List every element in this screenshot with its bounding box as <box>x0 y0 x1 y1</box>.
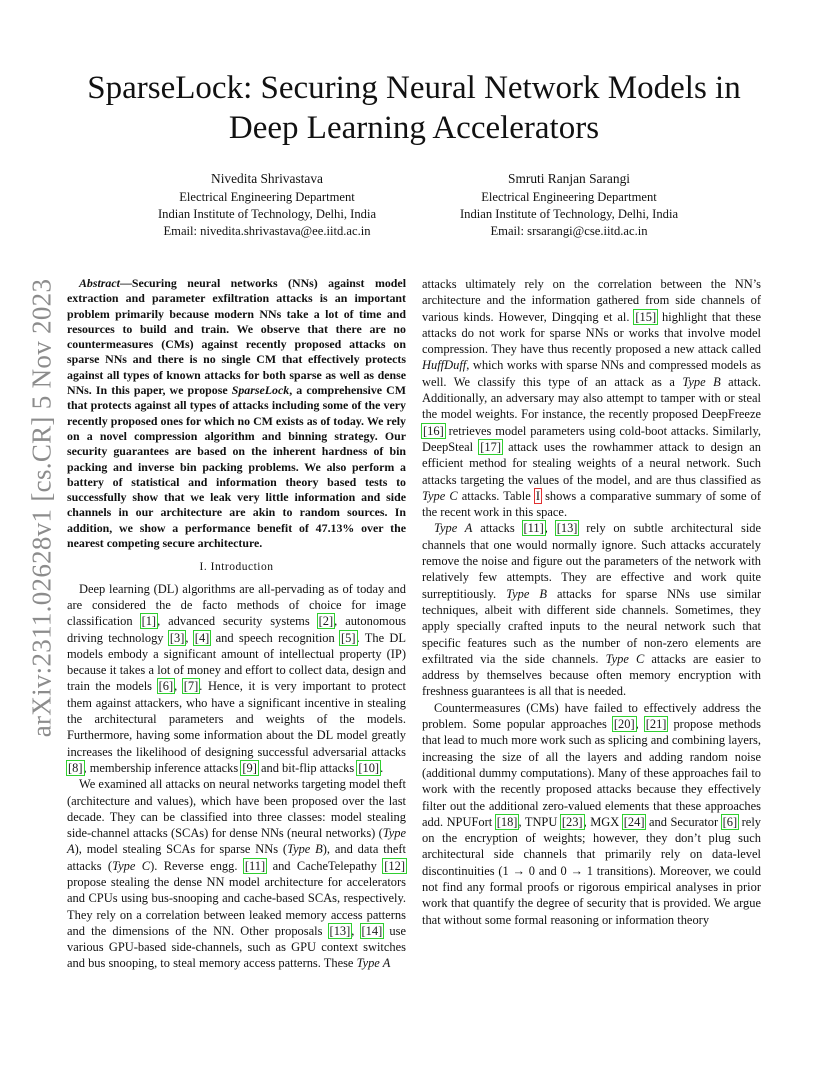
citation-link[interactable]: [9] <box>242 760 257 775</box>
abstract-text: —Securing neural networks (NNs) against model extraction and parameter exfiltration attacks is an important problem primarily because modern NNs take a lot of time and resources to build and train. We observe that there are no countermeasures (CMs) against recently proposed attacks on sparse NNs and there is no single CM that effectively protects against all types of known attacks for both sparse as well as dense NNs. In this paper, we propose <box>67 276 406 398</box>
citation-link[interactable]: [8] <box>68 760 83 775</box>
citation-link[interactable]: [20] <box>613 717 635 732</box>
citation-link[interactable]: [7] <box>183 679 199 694</box>
citation-link[interactable]: [13] <box>329 923 351 938</box>
intro-paragraph-2: We examined all attacks on neural networks targeting model theft (architecture and values), which have been proposed over the last decade. They can be classified into three classes: model stealing side-channel attacks (SCAs) for dense NNs (neural networks) (Type A), model stealing SCAs for sparse NNs (Type B), and data theft attacks (Type C). Reverse engg. [11] and CacheTelepathy [12] propose stealing the dense NN model architecture for accelerators and CPUs using bus-snooping and cache-based SCAs, respectively. They rely on a correlation between leaked memory access patterns and the dimensions of the NN. Other proposals [13], [14] use various GPU-based side-channels, such as GPU context switches and bus snooping, to steal memory access patterns. These Type A <box>67 777 407 971</box>
citation-link[interactable]: [14] <box>361 923 383 938</box>
citation-link[interactable]: [21] <box>645 717 667 732</box>
author-block-2 <box>404 170 734 240</box>
abstract-system-name: SparseLock <box>231 383 290 398</box>
citation-link[interactable]: [18] <box>496 814 518 829</box>
arxiv-identifier: arXiv:2311.02628v1 [cs.CR] 5 Nov 2023 <box>26 278 57 738</box>
citation-link[interactable]: [3] <box>169 630 185 645</box>
citation-link[interactable]: [15] <box>635 309 657 324</box>
citation-link[interactable]: [6] <box>158 679 174 694</box>
citation-link[interactable]: [11] <box>244 858 266 873</box>
citation-link[interactable]: [11] <box>523 521 544 536</box>
left-column <box>67 276 406 972</box>
citation-link[interactable]: [5] <box>341 630 356 645</box>
author-email[interactable]: Email: nivedita.shrivastava@ee.iitd.ac.in <box>163 224 371 238</box>
citation-link[interactable]: [2] <box>318 614 334 629</box>
paper-title: SparseLock: Securing Neural Network Models in Deep Learning Accelerators <box>87 70 741 146</box>
citation-link[interactable]: [1] <box>141 614 157 629</box>
citation-link[interactable]: [6] <box>722 814 738 829</box>
author-email[interactable]: Email: srsarangi@cse.iitd.ac.in <box>490 224 648 238</box>
citation-link[interactable]: [23] <box>561 814 583 829</box>
author-institution: Indian Institute of Technology, Delhi, India <box>459 207 679 221</box>
author-department: Electrical Engineering Department <box>179 190 355 204</box>
intro-paragraph-2-cont: attacks ultimately rely on the correlation between the NN’s architecture and the information gathered from side channels of various kinds. However, Dingqing et al. [15] highlight that these attacks do not work for sparse NNs or works that involve model compression. They have thus recently proposed a new attack called HuffDuff, which works with sparse NNs and compressed models as well. We classify this type of an attack as a Type B attack. Additionally, an adversary may also attempt to tamper with or steal the model weights. For instance, the recently proposed DeepFreeze [16] retrieves model parameters using cold-boot attacks. Similarly, DeepSteal [17] attack uses the rowhammer attack to design an efficient method for stealing weights of a neural network. Such attacks targeting the values of the model, and are thus classified as Type C attacks. Table I shows a comparative summary of some of the recent work in this space. <box>422 277 762 520</box>
citation-link[interactable]: [13] <box>556 521 578 536</box>
intro-paragraph-1: Deep learning (DL) algorithms are all-pervading as of today and are considered the de facto methods of choice for image classification [1], advanced security systems [2], autonomous driving technology [3], [4] and speech recognition [5]. The DL models embody a significant amount of intellectual property (IP) because it takes a lot of money and effort to collect data, design and train the models [6], [7]. Hence, it is very important to protect them against attackers, who have a significant incentive in stealing the architectural parameters and weights of the models. Furthermore, having some information about the DL model greatly increases the likelihood of designing successful adversarial attacks [8], membership inference attacks [9] and bit-flip attacks [10]. <box>67 581 407 775</box>
abstract-text-2: , a comprehensive CM that protects against all types of attacks including some of the very recently proposed ones for which no CM exists as of today. We rely on a novel compression algorithm and binning strategy. Our security guarantees are based on the inherent hardness of bin packing and inverse bin packing problems. We also perform a battery of statistical and information theory based tests to successfully show that we leak very little information and side channels in our architecture are akin to random sources. In addition, we show a performance benefit of 47.13% over the nearest competing secure architecture. <box>67 383 406 551</box>
author-block-1 <box>102 170 432 240</box>
author-institution: Indian Institute of Technology, Delhi, India <box>157 207 377 221</box>
citation-link[interactable]: [10] <box>358 760 380 775</box>
citation-link[interactable]: [16] <box>423 423 444 438</box>
intro-paragraph-3: Type A attacks [11], [13] rely on subtle architectural side channels that one would normally ignore. Such attacks accurately remove the noise and figure out the parameters of the network with relatively few attempts. They are effective and work quite surreptitiously. Type B attacks for sparse NNs use similar techniques, albeit with different side channels. Sometimes, they apply specially crafted inputs to the neural network such that specific features such as the number of non-zero elements are exfiltrated via the side channels. Type C attacks are easier to address by themselves because often memory encryption with freshness guarantees is all that is needed. <box>422 521 762 699</box>
intro-paragraph-4: Countermeasures (CMs) have failed to effectively address the problem. Some popular approaches [20], [21] propose methods that lead to much more work such as splicing and combining layers, increasing the size of all the layers and adding random noise (additional dummy computations). Many of these approaches fail to work with the recently proposed attacks because they effectively filter out the additional zero-valued elements that these approaches add. NPUFort [18], TNPU [23], MGX [24] and Securator [6] rely on the encryption of weights; however, they don’t plug such architectural side channels that primarily rely on data-level discontinuities (1 → 0 and 0 → 1 transitions). Moreover, we could not find any formal proofs or rigorous empirical analyses in prior work that quantify the degree of security that is provided. We argue that without some formal reasoning or information theory <box>422 700 761 927</box>
abstract <box>67 276 406 551</box>
author-name: Nivedita Shrivastava <box>211 171 323 186</box>
author-name: Smruti Ranjan Sarangi <box>508 171 630 186</box>
abstract-label: Abstract <box>79 276 120 290</box>
author-department: Electrical Engineering Department <box>481 190 657 204</box>
citation-link[interactable]: [12] <box>384 858 405 873</box>
citation-link[interactable]: [24] <box>623 814 645 829</box>
right-column <box>422 276 761 928</box>
section-heading: I. Introduction <box>199 561 274 574</box>
citation-link[interactable]: [17] <box>480 439 501 454</box>
citation-link[interactable]: [4] <box>194 630 210 645</box>
table-reference-link[interactable]: I <box>535 488 540 503</box>
